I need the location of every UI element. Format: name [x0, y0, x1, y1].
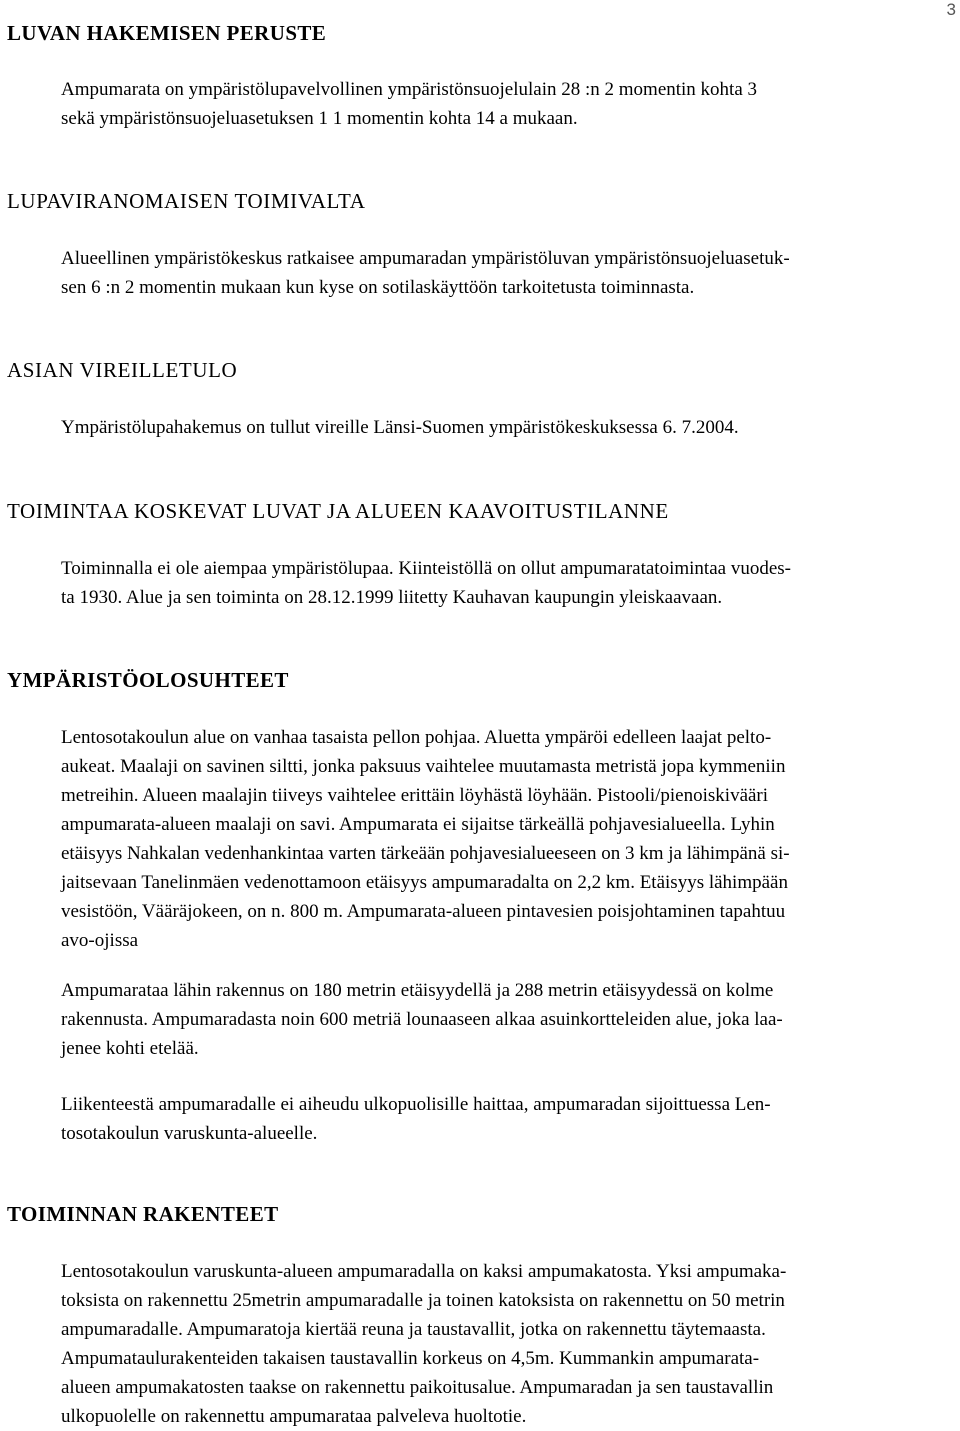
text-line: Lentosotakoulun varuskunta-alueen ampumaradalla on kaksi ampumakatosta. Yksi ampumaka- [61, 1261, 787, 1282]
text-line: Lentosotakoulun alue on vanhaa tasaista pellon pohjaa. Aluetta ympäröi edelleen laajat pelto- [61, 727, 772, 748]
text-line: Ampumarataa lähin rakennus on 180 metrin etäisyydellä ja 288 metrin etäisyydessä on kolme [61, 980, 774, 1001]
text-line: sen 6 :n 2 momentin mukaan kun kyse on sotilaskäyttöön tarkoitetusta toiminnasta. [61, 277, 695, 298]
section-text-ymparistoolosuhteet-3 [61, 1090, 933, 1148]
text-line: Toiminnalla ei ole aiempaa ympäristölupaa. Kiinteistöllä on ollut ampumaratatoimintaa vuodes- [61, 558, 791, 579]
text-line: alueen ampumakatosten taakse on rakennettu paikoitusalue. Ampumaradan ja sen taustavallin [61, 1377, 774, 1398]
text-line: Ympäristölupahakemus on tullut vireille Länsi-Suomen ympäristökeskuksessa 6. 7.2004. [61, 417, 739, 438]
section-heading-lupaviranomaisen-toimivalta: LUPAVIRANOMAISEN TOIMIVALTA [7, 189, 366, 213]
text-line: metreihin. Alueen maalajin tiiveys vaihtelee erittäin löyhästä löyhään. Pistooli/pienoiskivääri [61, 785, 769, 806]
text-line: jaitsevaan Tanelinmäen vedenottamoon etäisyys ampumaradalta on 2,2 km. Etäisyys lähimpään [61, 872, 788, 893]
section-heading-luvan-hakemisen-peruste: LUVAN HAKEMISEN PERUSTE [7, 21, 327, 45]
section-text-luvan-hakemisen-peruste [61, 75, 933, 133]
section-heading-ymparistoolosuhteet: YMPÄRISTÖOLOSUHTEET [7, 668, 289, 692]
section-heading-asian-vireilletulo: ASIAN VIREILLETULO [7, 358, 238, 382]
text-line: toksista on rakennettu 25metrin ampumaradalle ja toinen katoksista on rakennettu on 50 metrin [61, 1290, 785, 1311]
text-line: Liikenteestä ampumaradalle ei aiheudu ulkopuolisille haittaa, ampumaradan sijoittuessa Len- [61, 1094, 771, 1115]
text-line: ampumaradalle. Ampumaratoja kiertää reuna ja taustavallit, jotka on rakennettu täytemaasta. [61, 1319, 766, 1340]
text-line: etäisyys Nahkalan vedenhankintaa varten tärkeään pohjavesialueeseen on 3 km ja lähimpänä si- [61, 843, 790, 864]
page-number: 3 [946, 0, 956, 19]
section-text-asian-vireilletulo [61, 413, 933, 442]
text-line: vesistöön, Vääräjokeen, on n. 800 m. Ampumarata-alueen pintavesien poisjohtaminen tapahtuu [61, 901, 786, 922]
text-line: Alueellinen ympäristökeskus ratkaisee ampumaradan ympäristöluvan ympäristönsuojeluasetuk- [61, 248, 790, 269]
text-line: avo-ojissa [61, 930, 139, 951]
text-line: rakennusta. Ampumaradasta noin 600 metriä lounaaseen alkaa asuinkortteleiden alue, joka laa- [61, 1009, 783, 1030]
text-line: Ampumataulurakenteiden takaisen taustavallin korkeus on 4,5m. Kummankin ampumarata- [61, 1348, 760, 1369]
section-heading-toimintaa-koskevat-luvat: TOIMINTAA KOSKEVAT LUVAT JA ALUEEN KAAVOITUSTILANNE [7, 499, 669, 523]
section-text-ymparistoolosuhteet-2 [61, 976, 933, 1063]
text-line: Ampumarata on ympäristölupavelvollinen ympäristönsuojelulain 28 :n 2 momentin kohta 3 [61, 79, 758, 100]
text-line: ampumarata-alueen maalaji on savi. Ampumarata ei sijaitse tärkeällä pohjavesialueella. Lyhin [61, 814, 775, 835]
section-text-ymparistoolosuhteet-1 [61, 723, 933, 955]
section-text-lupaviranomaisen-toimivalta [61, 244, 933, 302]
text-line: ulkopuolelle on rakennettu ampumarataa palveleva huoltotie. [61, 1406, 527, 1427]
section-text-toiminnan-rakenteet [61, 1257, 933, 1431]
text-line: aukeat. Maalaji on savinen siltti, jonka paksuus vaihtelee muutamasta metristä jopa kymmeniin [61, 756, 786, 777]
text-line: tosotakoulun varuskunta-alueelle. [61, 1123, 318, 1144]
section-heading-toiminnan-rakenteet: TOIMINNAN RAKENTEET [7, 1202, 279, 1226]
section-text-toimintaa-koskevat-luvat [61, 554, 933, 612]
text-line: sekä ympäristönsuojeluasetuksen 1 1 momentin kohta 14 a mukaan. [61, 108, 578, 129]
text-line: jenee kohti etelää. [61, 1038, 199, 1059]
text-line: ta 1930. Alue ja sen toiminta on 28.12.1999 liitetty Kauhavan kaupungin yleiskaavaan. [61, 587, 723, 608]
